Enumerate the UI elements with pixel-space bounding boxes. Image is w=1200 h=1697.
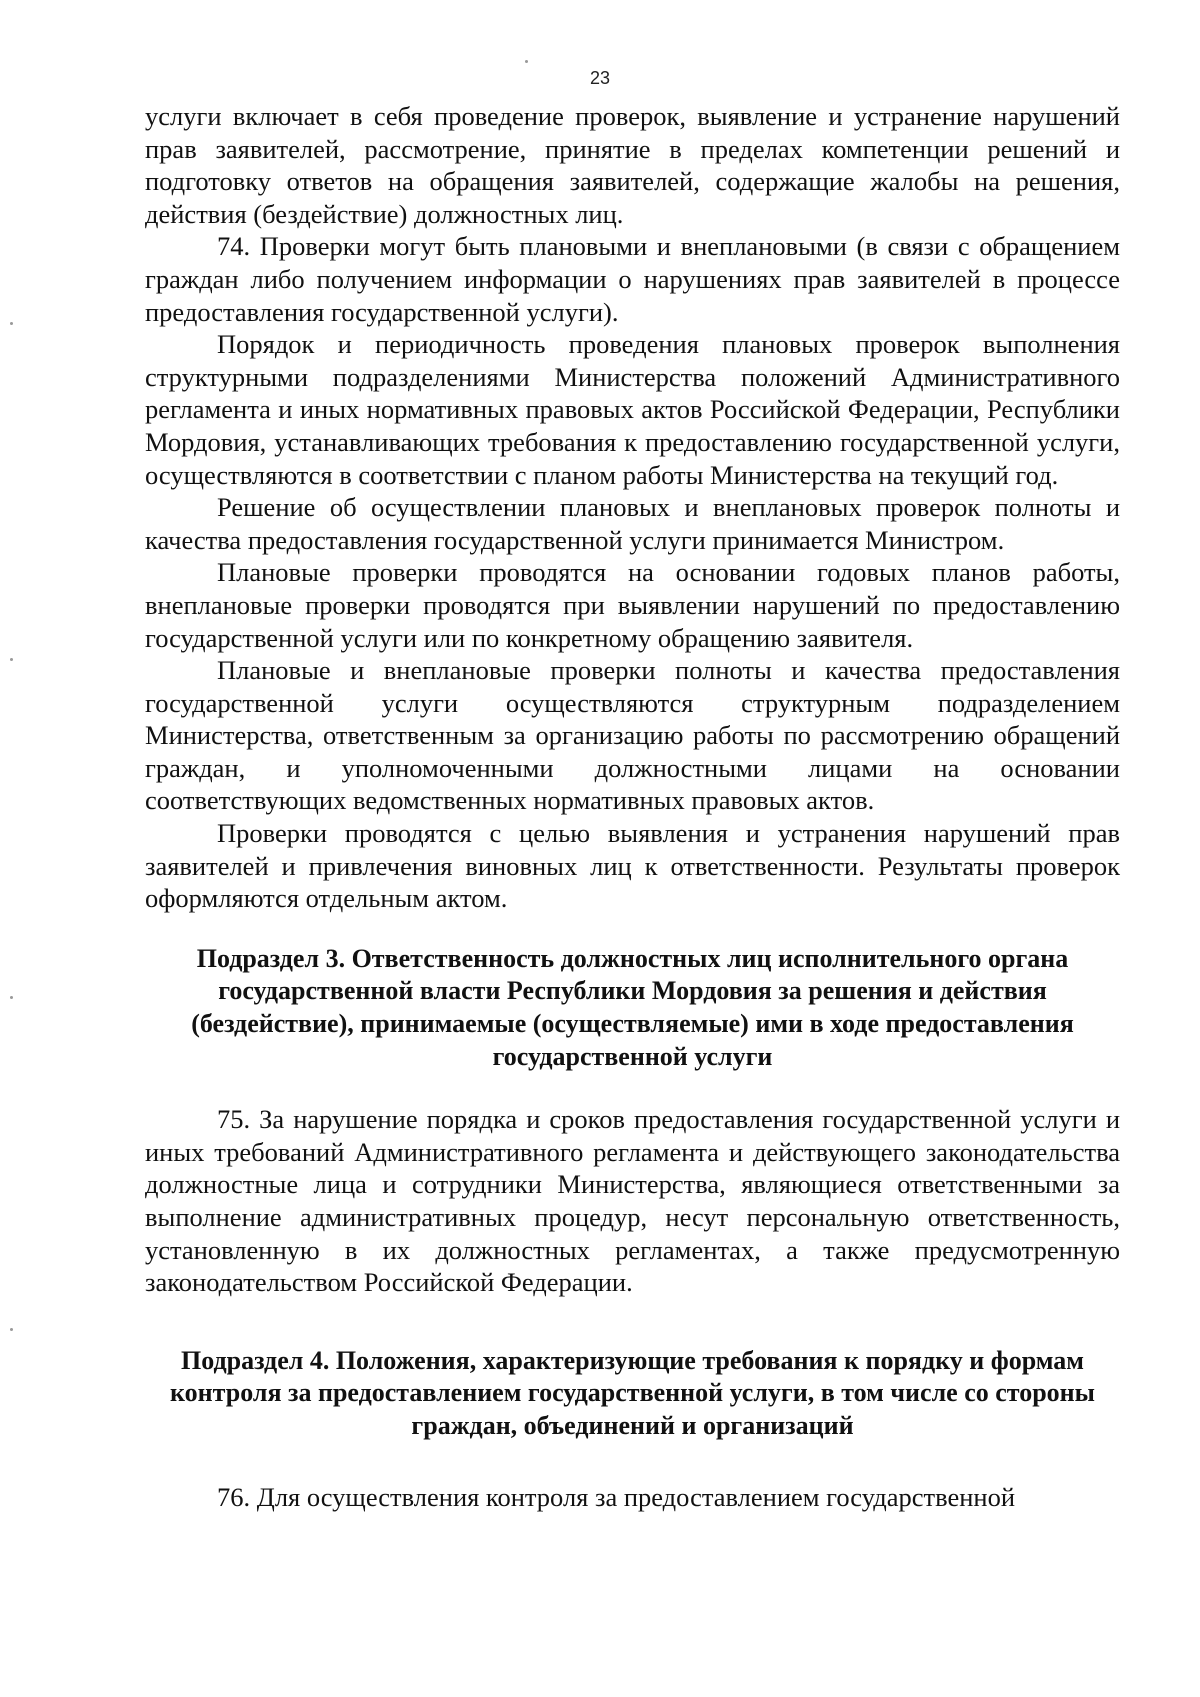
spacer — [145, 915, 1120, 943]
spacer — [145, 1299, 1120, 1345]
scan-speck — [10, 1328, 13, 1331]
paragraph-checks-decision: Решение об осуществлении плановых и внеплановых проверок полноты и качества предоставления государственной услуги принимается Министром. — [145, 492, 1120, 555]
scan-speck — [10, 322, 13, 325]
subsection-3-heading: Подраздел 3. Ответственность должностных лиц исполнительного органа государственной власти Республики Мордовия за решения и действия (бездействие), принимаемые (осуществляемые) ими в ходе предоставления государственной услуги — [191, 943, 1074, 1071]
page-number: 23 — [589, 68, 611, 88]
spacer — [145, 1073, 1120, 1103]
subsection-4-heading: Подраздел 4. Положения, характеризующие требования к порядку и формам контроля за предоставлением государственной услуги, в том числе со стороны граждан, объединений и организаций — [170, 1345, 1095, 1440]
paragraph-planned-checks-basis: Плановые проверки проводятся на основании годовых планов работы, внеплановые проверки проводятся при выявлении нарушений по предоставлению государственной услуги или по конкретному обращению заявителя. — [145, 557, 1120, 653]
paragraph-74: 74. Проверки могут быть плановыми и внеплановыми (в связи с обращением граждан либо получением информации о нарушениях прав заявителей в процессе предоставления государственной услуги). — [145, 231, 1120, 327]
paragraph-checks-purpose: Проверки проводятся с целью выявления и устранения нарушений прав заявителей и привлечения виновных лиц к ответственности. Результаты проверок оформляются отдельным актом. — [145, 818, 1120, 914]
paragraph-75: 75. За нарушение порядка и сроков предоставления государственной услуги и иных требований Административного регламента и действующего законодательства должностные лица и сотрудники Министерства, являющиеся ответственными за выполнение административных процедур, несут персональную ответственность, установленную в их должностных регламентах, а также предусмотренную законодательством Российской Федерации. — [145, 1104, 1120, 1298]
paragraph-planned-checks-order: Порядок и периодичность проведения плановых проверок выполнения структурными подразделениями Министерства положений Административного регламента и иных нормативных правовых актов Российской Федерации, Республики Мордовия, устанавливающих требования к предоставлению государственной услуги, осуществляются в соответствии с планом работы Министерства на текущий год. — [145, 329, 1120, 490]
spacer — [145, 1443, 1120, 1481]
paragraph-76: 76. Для осуществления контроля за предоставлением государственной — [217, 1481, 1016, 1512]
paragraph-checks-performers: Плановые и внеплановые проверки полноты и качества предоставления государственной услуги осуществляются структурным подразделением Министерства, ответственным за организацию работы по рассмотрению обращений граждан, и уполномоченными должностными лицами на основании соответствующих ведомственных нормативных правовых актов. — [145, 655, 1120, 816]
scan-speck — [10, 996, 13, 999]
paragraph-continuation: услуги включает в себя проведение проверок, выявление и устранение нарушений прав заявителей, рассмотрение, принятие в пределах компетенции решений и подготовку ответов на обращения заявителей, содержащие жалобы на решения, действия (бездействие) должностных лиц. — [145, 101, 1120, 229]
scan-speck — [10, 658, 13, 661]
document-body — [145, 100, 1120, 1513]
scan-speck — [525, 60, 528, 63]
